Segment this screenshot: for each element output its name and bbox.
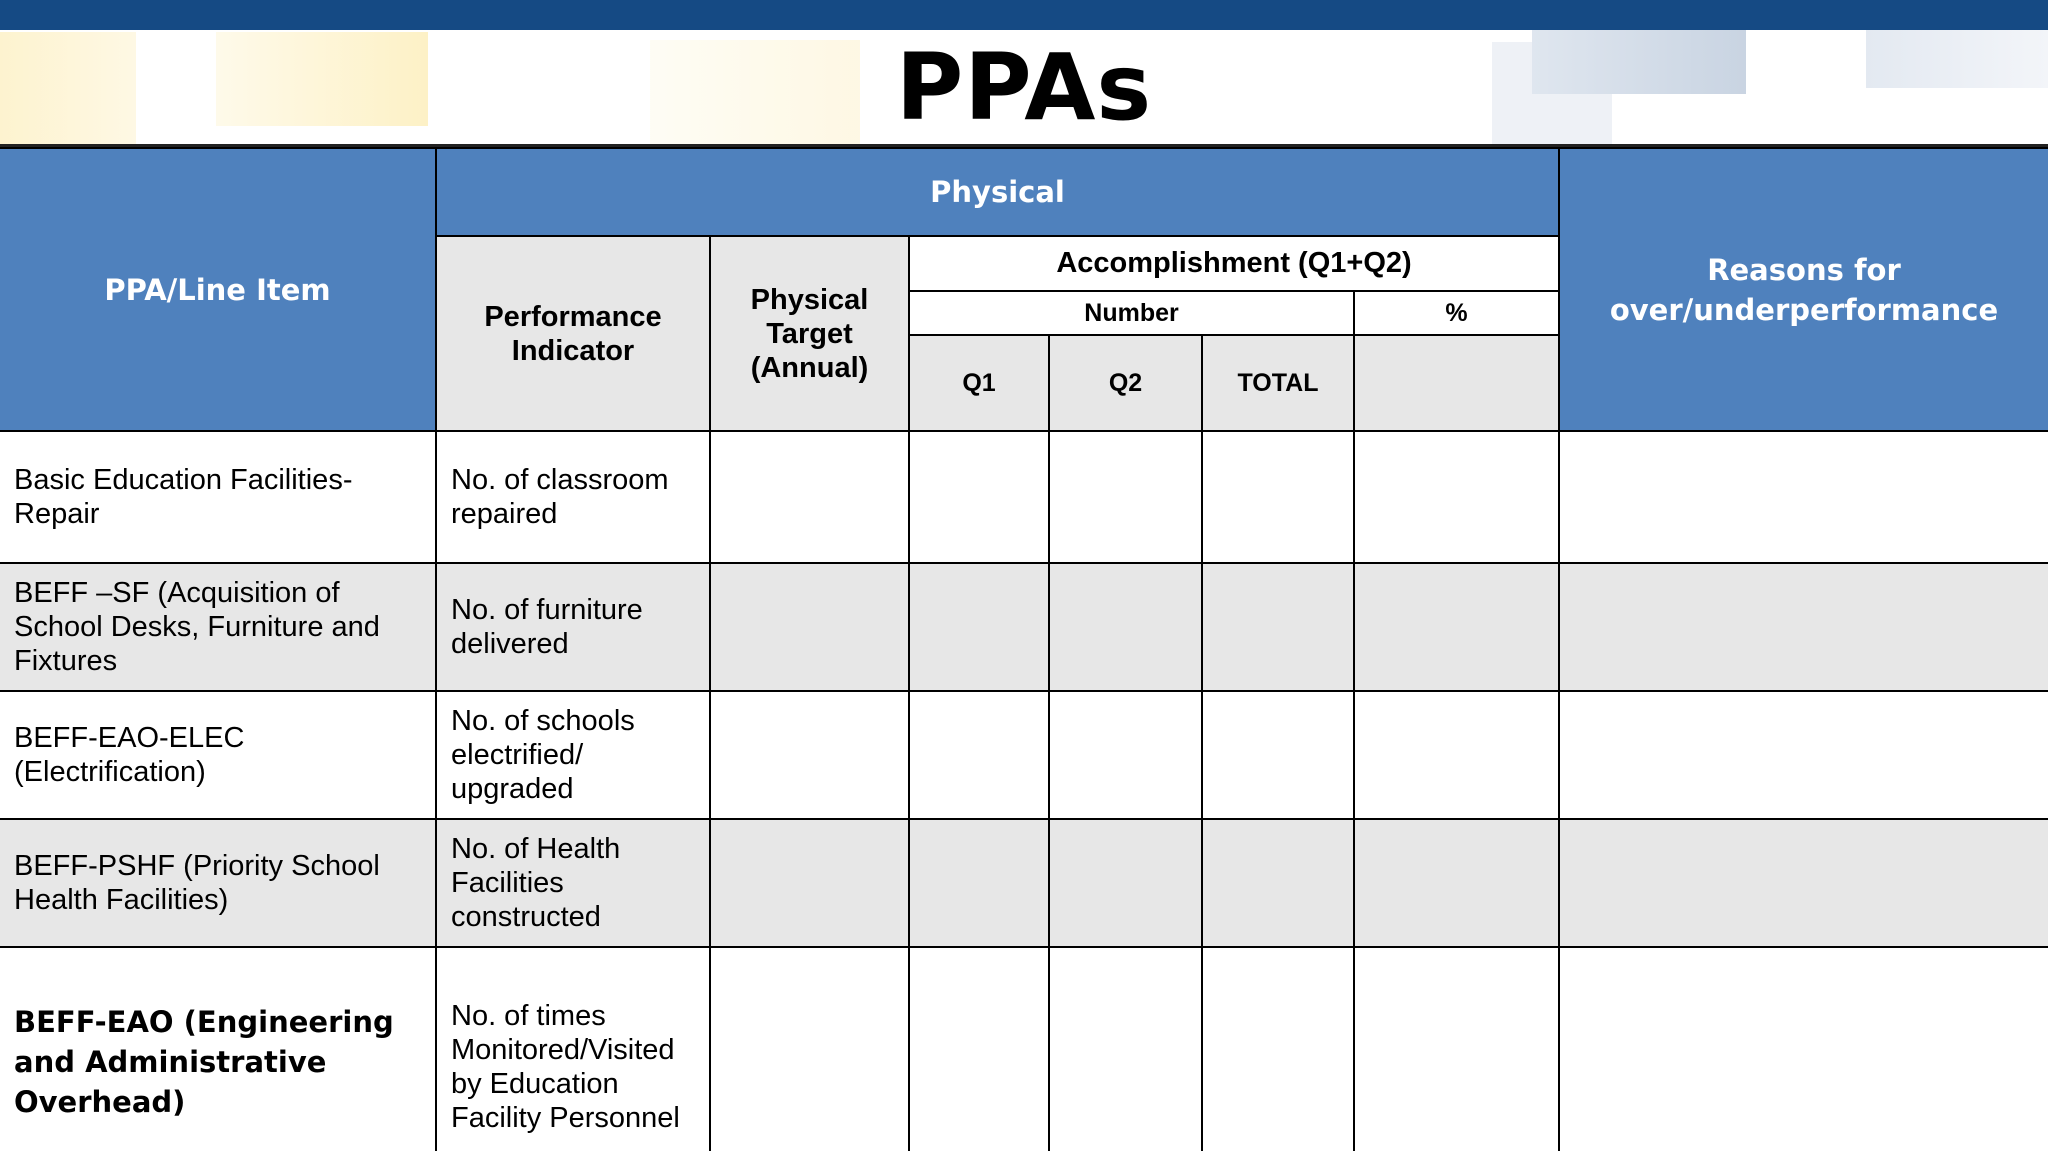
- reasons-cell[interactable]: [1559, 947, 2048, 1151]
- indicator-cell: No. of classroom repaired: [436, 431, 710, 563]
- table-row: [0, 563, 2048, 691]
- q2-cell[interactable]: [1049, 691, 1202, 819]
- total-header: TOTAL: [1202, 335, 1354, 431]
- indicator-cell: No. of schools electrified/ upgraded: [436, 691, 710, 819]
- reasons-cell[interactable]: [1559, 563, 2048, 691]
- physical-header: Physical: [436, 148, 1559, 236]
- q1-header: Q1: [909, 335, 1049, 431]
- accomplishment-header: Accomplishment (Q1+Q2): [909, 236, 1559, 291]
- table-row: [0, 947, 2048, 1151]
- q2-header: Q2: [1049, 335, 1202, 431]
- percent-subheader-empty: [1354, 335, 1559, 431]
- percent-cell[interactable]: [1354, 431, 1559, 563]
- q2-cell[interactable]: [1049, 947, 1202, 1151]
- reasons-cell[interactable]: [1559, 691, 2048, 819]
- ppa-cell: BEFF-PSHF (Priority School Health Facilities): [0, 819, 436, 947]
- percent-cell[interactable]: [1354, 819, 1559, 947]
- q1-cell[interactable]: [909, 819, 1049, 947]
- indicator-cell: No. of furniture delivered: [436, 563, 710, 691]
- header-row-1: [0, 148, 2048, 236]
- percent-cell[interactable]: [1354, 563, 1559, 691]
- total-cell[interactable]: [1202, 947, 1354, 1151]
- table-row: [0, 819, 2048, 947]
- percent-header: %: [1354, 291, 1559, 335]
- ppa-cell: BEFF-EAO (Engineering and Administrative Overhead): [0, 947, 436, 1151]
- performance-indicator-header: Performance Indicator: [436, 236, 710, 431]
- table-row: [0, 691, 2048, 819]
- q1-cell[interactable]: [909, 947, 1049, 1151]
- total-cell[interactable]: [1202, 819, 1354, 947]
- q1-cell[interactable]: [909, 691, 1049, 819]
- target-cell[interactable]: [710, 691, 909, 819]
- q2-cell[interactable]: [1049, 431, 1202, 563]
- ppa-line-item-header: PPA/Line Item: [0, 148, 436, 431]
- reasons-cell[interactable]: [1559, 819, 2048, 947]
- number-header: Number: [909, 291, 1354, 335]
- q2-cell[interactable]: [1049, 563, 1202, 691]
- total-cell[interactable]: [1202, 691, 1354, 819]
- page-title: PPAs: [895, 34, 1153, 141]
- total-cell[interactable]: [1202, 563, 1354, 691]
- table-row: [0, 431, 2048, 563]
- q2-cell[interactable]: [1049, 819, 1202, 947]
- percent-cell[interactable]: [1354, 691, 1559, 819]
- ppa-cell: BEFF-EAO-ELEC (Electrification): [0, 691, 436, 819]
- indicator-cell: No. of Health Facilities constructed: [436, 819, 710, 947]
- target-cell[interactable]: [710, 947, 909, 1151]
- target-cell[interactable]: [710, 819, 909, 947]
- total-cell[interactable]: [1202, 431, 1354, 563]
- percent-cell[interactable]: [1354, 947, 1559, 1151]
- target-cell[interactable]: [710, 431, 909, 563]
- reasons-cell[interactable]: [1559, 431, 2048, 563]
- target-cell[interactable]: [710, 563, 909, 691]
- ppa-table: [0, 147, 2048, 1151]
- physical-target-header: Physical Target (Annual): [710, 236, 909, 431]
- top-accent-bar: [0, 0, 2048, 30]
- indicator-cell: No. of times Monitored/Visited by Education Facility Personnel: [436, 947, 710, 1151]
- q1-cell[interactable]: [909, 431, 1049, 563]
- reasons-header: Reasons for over/underperformance: [1559, 148, 2048, 431]
- ppa-cell: BEFF –SF (Acquisition of School Desks, Furniture and Fixtures: [0, 563, 436, 691]
- q1-cell[interactable]: [909, 563, 1049, 691]
- ppa-cell: Basic Education Facilities- Repair: [0, 431, 436, 563]
